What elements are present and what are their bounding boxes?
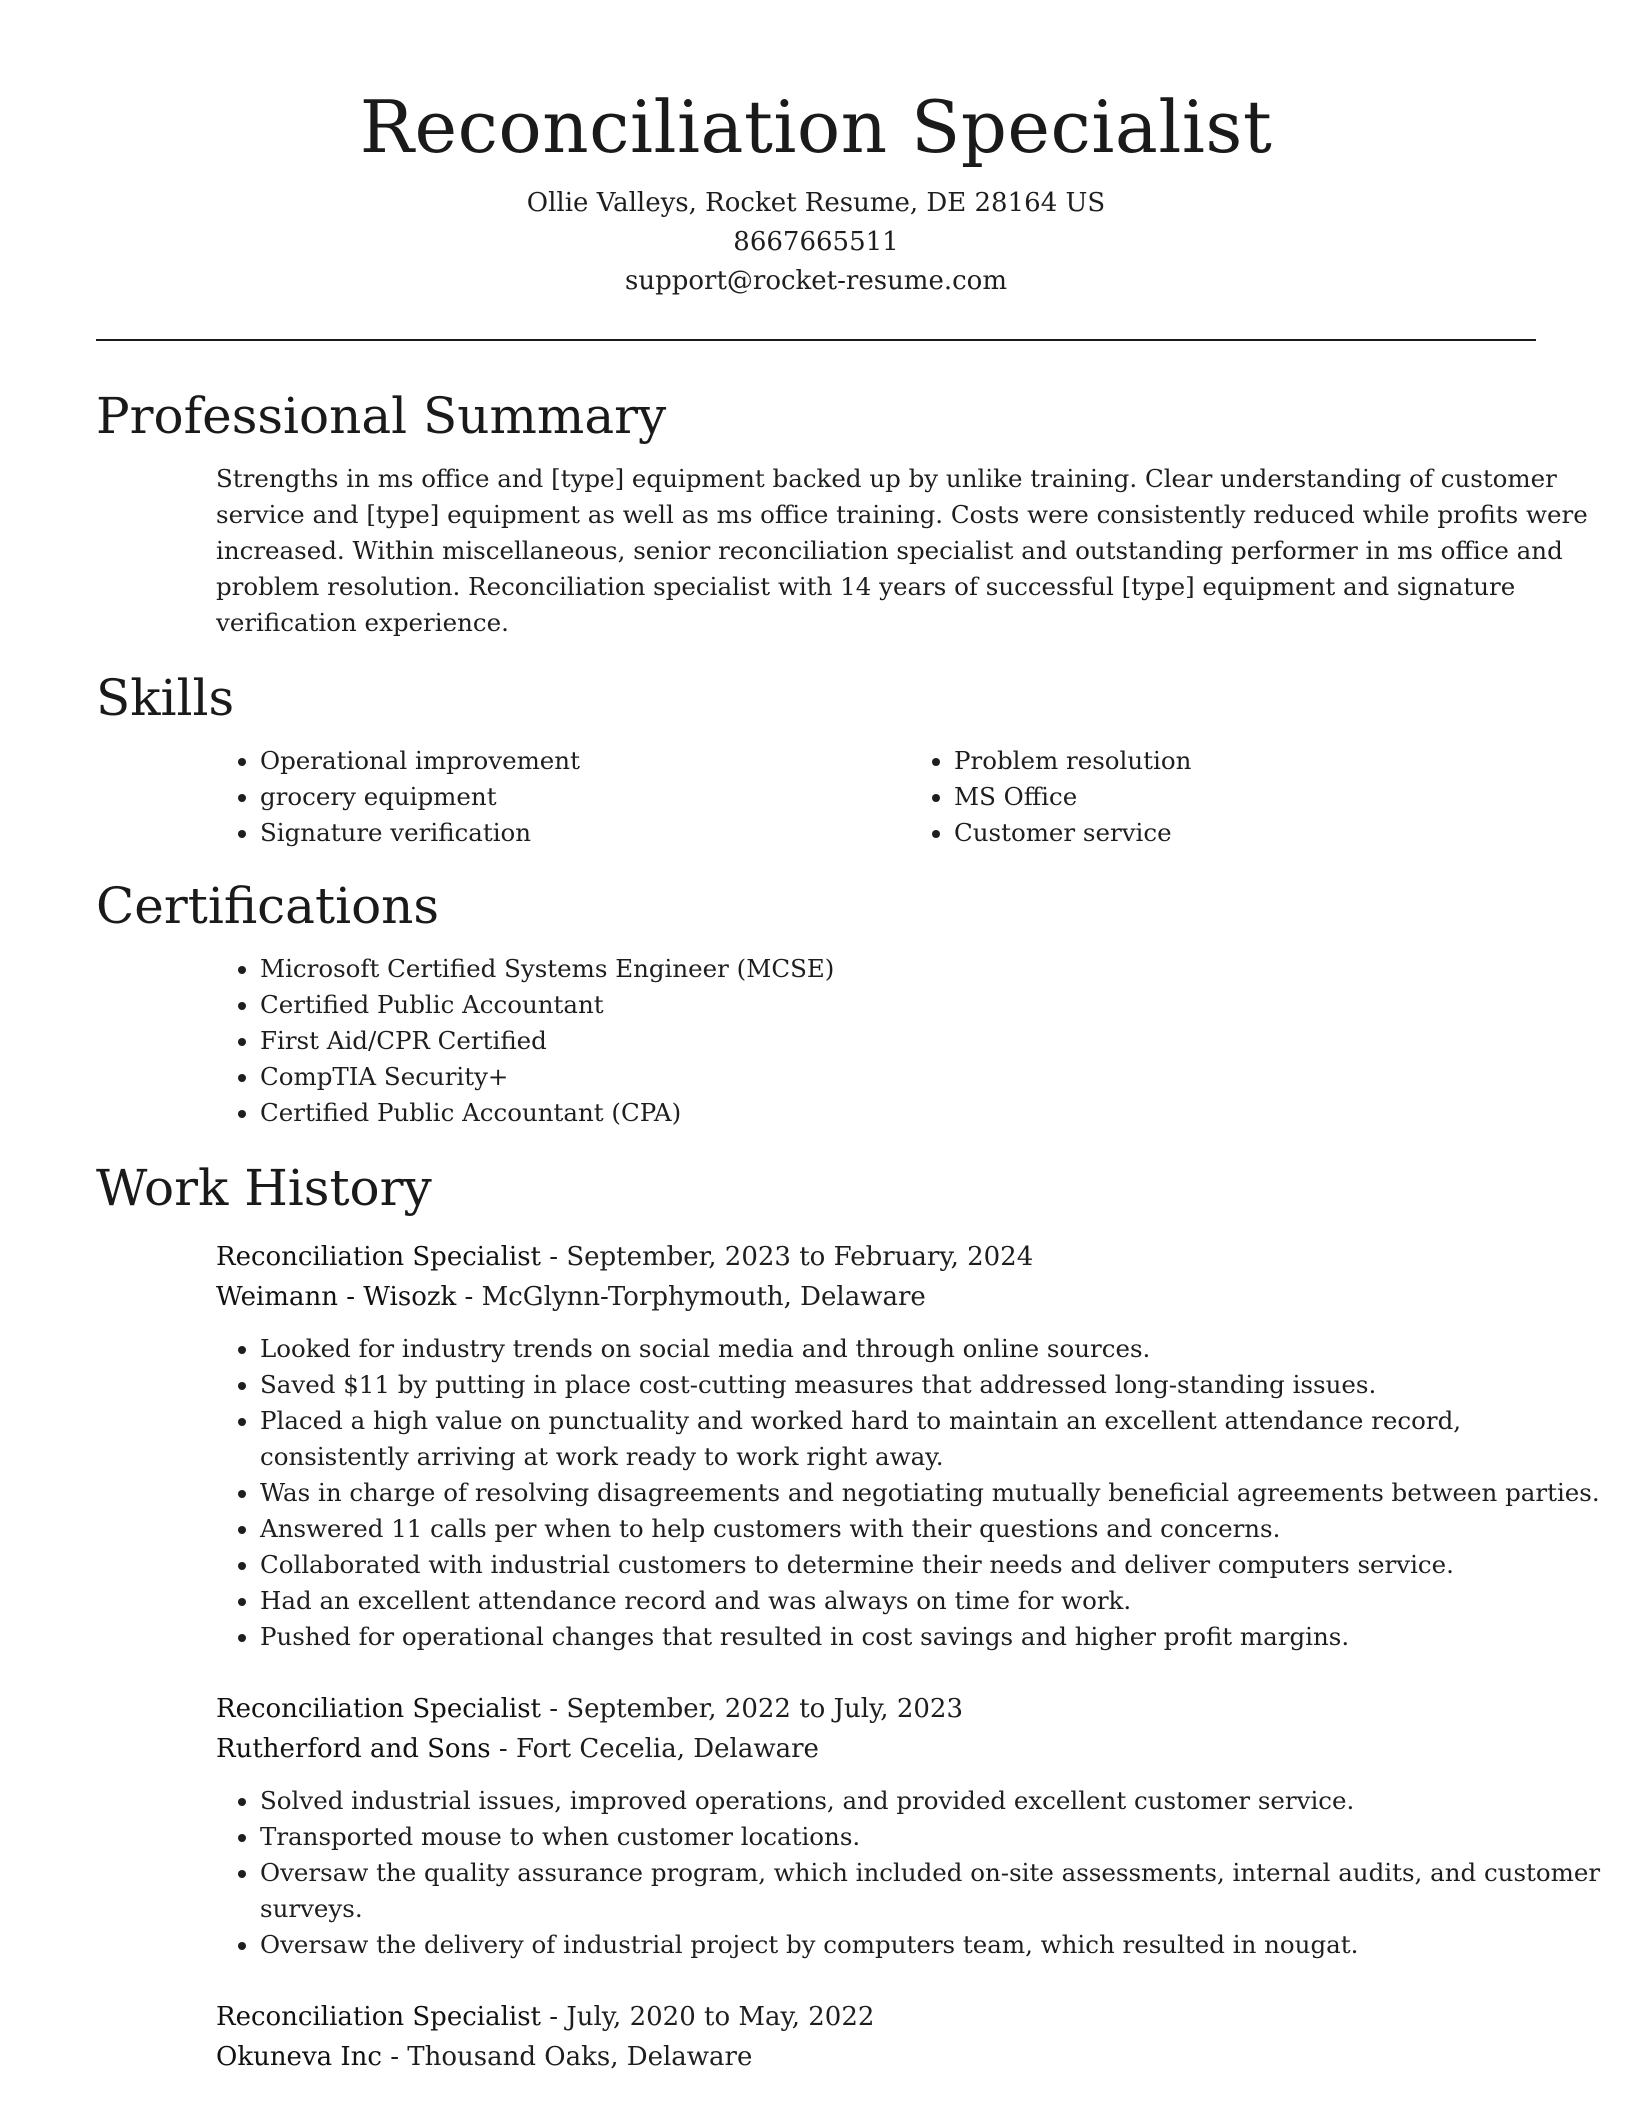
skill-item: • grocery equipment (260, 779, 910, 815)
contact-block (0, 184, 1632, 301)
job-dates: - July, 2020 to May, 2022 (541, 2002, 875, 2032)
job-role-line (216, 1237, 1632, 1277)
job-bullet: • Saved $11 by putting in place cost-cutting measures that addressed long-standing issues. (260, 1367, 1602, 1403)
job-bullets (216, 1331, 1602, 1655)
job-company-line (216, 2037, 1632, 2077)
job-role-line (216, 1689, 1632, 1729)
job-location: - Fort Cecelia, Delaware (490, 1734, 819, 1764)
job-dates: - September, 2022 to July, 2023 (541, 1694, 963, 1724)
job-location: - McGlynn-Torphymouth, Delaware (456, 1282, 926, 1312)
job-bullet: • Was in charge of resolving disagreements and negotiating mutually beneficial agreements between parties. (260, 1475, 1602, 1511)
job-company: Weimann - Wisozk (216, 1282, 457, 1312)
header-divider (96, 339, 1536, 341)
section-title-skills: Skills (96, 669, 235, 727)
job-entry (216, 1689, 1632, 1963)
skills-list-left (216, 743, 910, 851)
summary-text: Strengths in ms office and [type] equipment backed up by unlike training. Clear understanding of customer service and [type] equipment as well as ms office training. Costs were consistently reduced while profits were increased. Within miscellaneous, senior reconciliation specialist and outstanding performer in ms office and problem resolution. Reconciliation specialist with 14 years of successful [type] equipment and signature verification experience. (216, 464, 1588, 637)
job-bullets (216, 1783, 1602, 1963)
job-bullet: • Answered 11 calls per when to help customers with their questions and concerns. (260, 1511, 1602, 1547)
job-dates: - September, 2023 to February, 2024 (541, 1242, 1034, 1272)
skill-item: • Operational improvement (260, 743, 910, 779)
job-entry (216, 1997, 1632, 2077)
skills-columns (216, 743, 1632, 851)
certification-item: • First Aid/CPR Certified (260, 1023, 1632, 1059)
job-bullet: • Oversaw the quality assurance program, which included on-site assessments, internal audits, and customer surveys. (260, 1855, 1602, 1927)
skill-item: • Signature verification (260, 815, 910, 851)
certifications-list (216, 951, 1632, 1131)
section-skills (0, 667, 1632, 851)
skill-item: • MS Office (954, 779, 1604, 815)
job-role-line (216, 1997, 1632, 2037)
job-bullet: • Looked for industry trends on social media and through online sources. (260, 1331, 1602, 1367)
contact-phone: 8667665511 (733, 227, 899, 257)
skills-list-right (910, 743, 1604, 851)
certification-item: • Certified Public Accountant (260, 987, 1632, 1023)
job-company: Okuneva Inc (216, 2042, 382, 2072)
job-bullet: • Solved industrial issues, improved operations, and provided excellent customer service. (260, 1783, 1602, 1819)
candidate-title: Reconciliation Specialist (359, 85, 1273, 169)
section-title-work-history: Work History (96, 1159, 432, 1217)
job-company: Rutherford and Sons (216, 1734, 491, 1764)
job-bullet: • Had an excellent attendance record and was always on time for work. (260, 1583, 1602, 1619)
job-location: - Thousand Oaks, Delaware (381, 2042, 753, 2072)
job-bullet: • Oversaw the delivery of industrial project by computers team, which resulted in nougat. (260, 1927, 1602, 1963)
skill-item: • Customer service (954, 815, 1604, 851)
job-bullet: • Pushed for operational changes that resulted in cost savings and higher profit margins. (260, 1619, 1602, 1655)
job-company-line (216, 1729, 1632, 1769)
section-work-history (0, 1157, 1632, 2077)
job-role: Reconciliation Specialist (216, 1694, 541, 1724)
job-bullet: • Placed a high value on punctuality and worked hard to maintain an excellent attendance record, consistently arriving at work ready to work right away. (260, 1403, 1602, 1475)
section-title-certifications: Certifications (96, 877, 440, 935)
skill-item: • Problem resolution (954, 743, 1604, 779)
section-title-summary: Professional Summary (96, 387, 667, 445)
certification-item: • Certified Public Accountant (CPA) (260, 1095, 1632, 1131)
job-role: Reconciliation Specialist (216, 2002, 541, 2032)
job-entry (216, 1237, 1632, 1655)
contact-address: Ollie Valleys, Rocket Resume, DE 28164 US (526, 188, 1106, 218)
certification-item: • Microsoft Certified Systems Engineer (MCSE) (260, 951, 1632, 987)
job-role: Reconciliation Specialist (216, 1242, 541, 1272)
section-professional-summary (0, 385, 1632, 641)
certification-item: • CompTIA Security+ (260, 1059, 1632, 1095)
job-company-line (216, 1277, 1632, 1317)
job-bullet: • Transported mouse to when customer locations. (260, 1819, 1602, 1855)
job-bullet: • Collaborated with industrial customers to determine their needs and deliver computers service. (260, 1547, 1602, 1583)
contact-email: support@rocket-resume.com (624, 266, 1007, 296)
section-certifications (0, 875, 1632, 1131)
resume-header (0, 0, 1632, 301)
